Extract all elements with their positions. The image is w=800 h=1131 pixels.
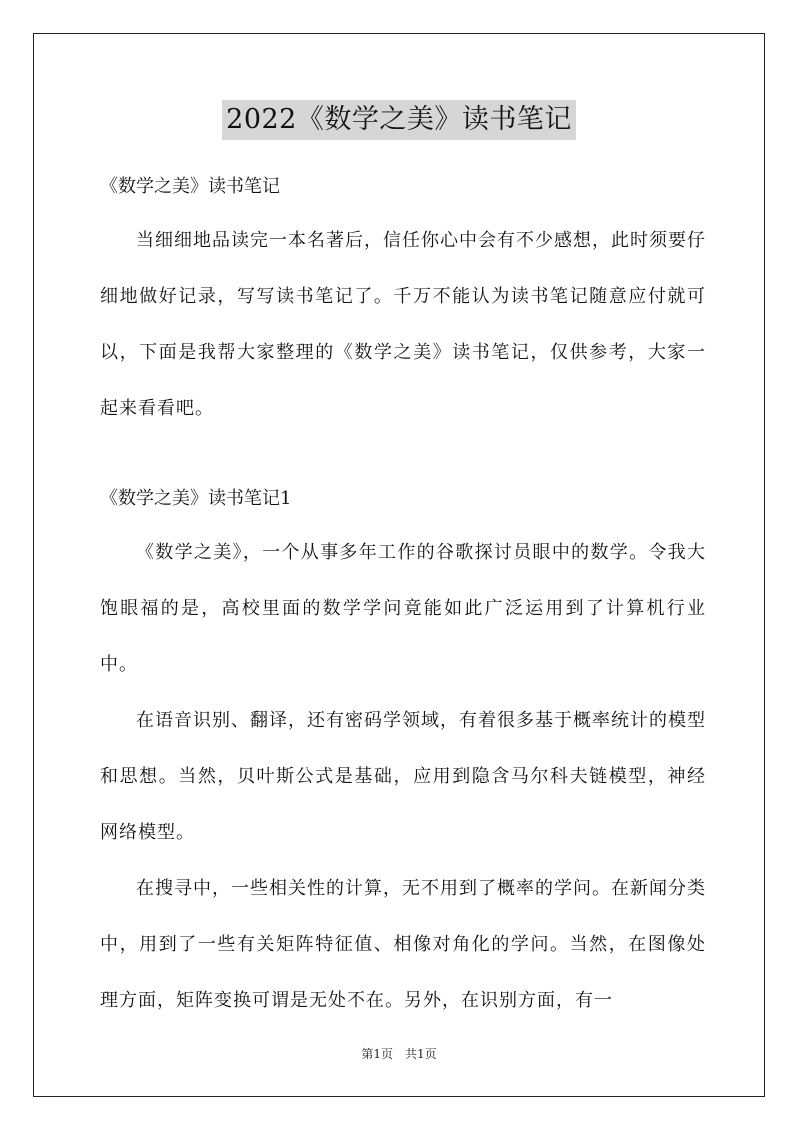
title-container xyxy=(34,100,764,140)
body-paragraph: 在语音识别、翻译，还有密码学领域，有着很多基于概率统计的模型和思想。当然，贝叶斯公式是基础，应用到隐含马尔科夫链模型，神经网络模型。 xyxy=(100,710,706,843)
section-heading: 《数学之美》读书笔记1 xyxy=(100,488,292,509)
page-footer xyxy=(34,1045,764,1062)
intro-paragraph: 当细细地品读完一本名著后，信任你心中会有不少感想，此时须要仔细地做好记录，写写读书笔记了。千万不能认为读书笔记随意应付就可以，下面是我帮大家整理的《数学之美》读书笔记，仅供参考，大家一起来看看吧。 xyxy=(100,230,706,419)
body-paragraph: 在搜寻中，一些相关性的计算，无不用到了概率的学问。在新闻分类中，用到了一些有关矩阵特征值、相像对角化的学问。当然，在图像处理方面，矩阵变换可谓是无处不在。另外，在识别方面，有一 xyxy=(100,878,706,1011)
body-paragraph: 《数学之美》，一个从事多年工作的谷歌探讨员眼中的数学。令我大饱眼福的是，高校里面的数学学问竟能如此广泛运用到了计算机行业中。 xyxy=(100,542,706,675)
section-spacer xyxy=(100,437,706,479)
document-body xyxy=(100,167,706,1029)
page-number: 第1页 共1页 xyxy=(361,1047,437,1061)
document-title: 2022《数学之美》读书笔记 xyxy=(222,100,576,140)
document-heading: 《数学之美》读书笔记 xyxy=(100,176,280,197)
document-page xyxy=(33,33,765,1097)
